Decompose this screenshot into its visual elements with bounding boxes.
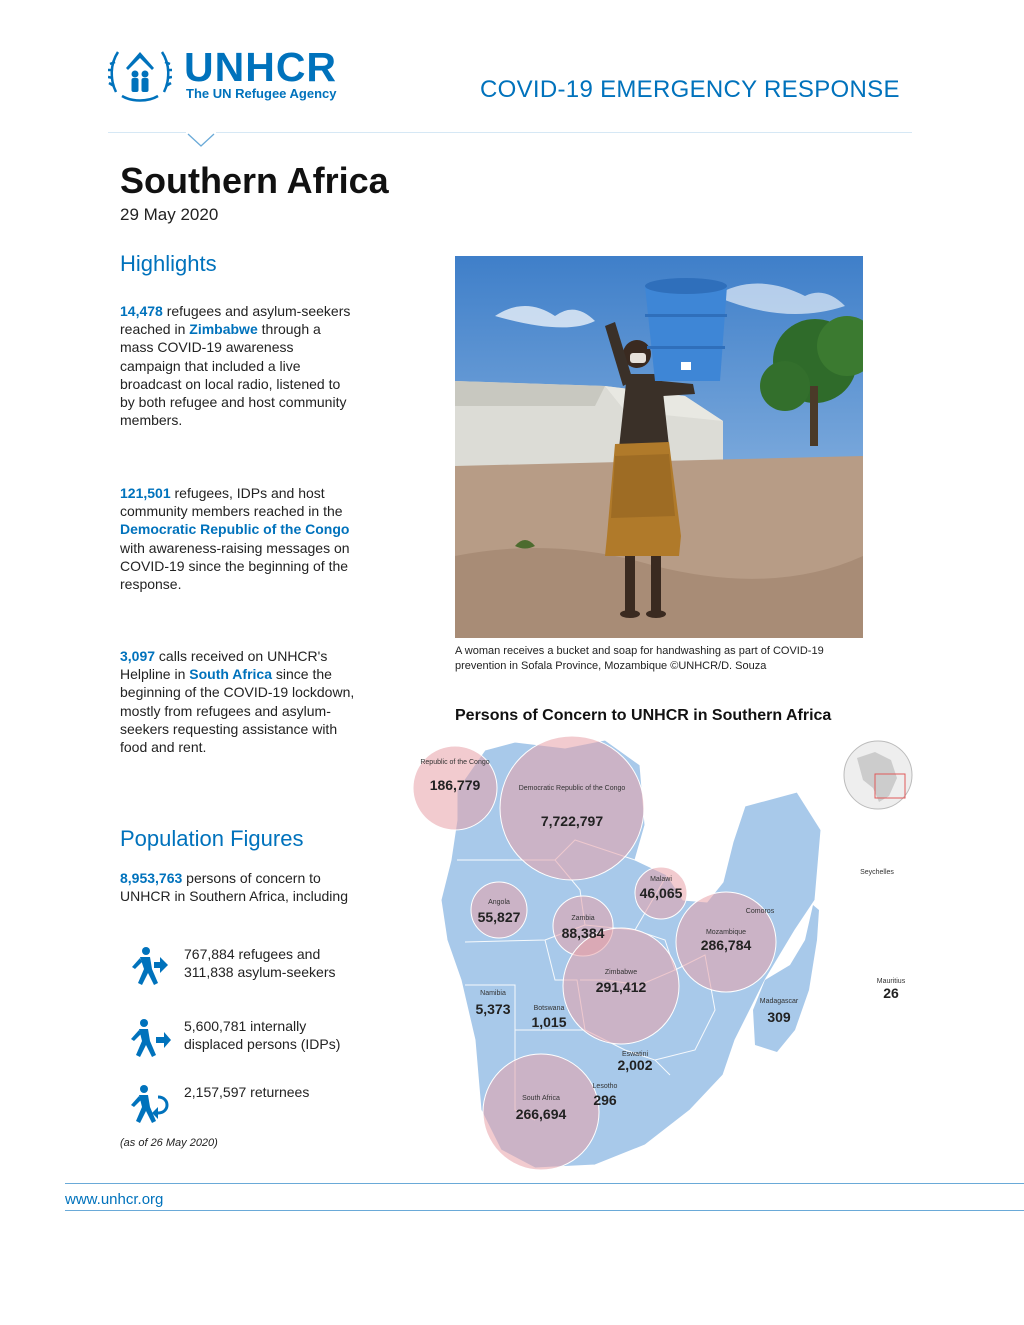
country-value-madagascar: 309 [767, 1009, 791, 1025]
highlight-number: 121,501 [120, 485, 171, 501]
header-title: COVID-19 EMERGENCY RESPONSE [480, 76, 900, 103]
country-label-republic-of-the-congo: Republic of the Congo [420, 759, 490, 766]
country-value-eswatini: 2,002 [617, 1057, 653, 1073]
population-note: (as of 26 May 2020) [120, 1137, 218, 1149]
highlight-text: with awareness-raising messages on COVID-19 since the beginning of the response. [120, 539, 350, 593]
chevron-down-icon [186, 128, 216, 148]
country-label-mozambique: Mozambique [705, 929, 747, 936]
highlight-place-link[interactable]: Zimbabwe [189, 321, 258, 338]
country-value-zimbabwe: 291,412 [595, 979, 647, 995]
unhcr-emblem-icon [108, 42, 172, 104]
highlight-text: refugees, IDPs and host community members reached in the [120, 485, 343, 520]
unhcr-logo [108, 42, 358, 104]
highlight-text: since the beginning of the COVID-19 lockdown, mostly from refugees and asylum-seekers requesting assistance with food and rent. [120, 666, 355, 756]
highlight-text: refugees and asylum-seekers reached in [120, 303, 351, 338]
header-divider [108, 132, 912, 133]
country-value-democratic-republic-of-the-congo: 7,722,797 [540, 813, 604, 829]
country-label-seychelles: Seychelles [860, 869, 894, 876]
country-value-republic-of-the-congo: 186,779 [429, 777, 481, 793]
photo-woman-with-bucket [455, 256, 863, 638]
population-row-text: 2,157,597 returnees [184, 1084, 310, 1100]
country-label-zambia: Zambia [571, 915, 595, 922]
highlight-number: 14,478 [120, 303, 163, 319]
country-value-angola: 55,827 [477, 909, 521, 925]
country-value-mauritius: 26 [883, 985, 899, 1001]
country-label-eswatini: Eswatini [621, 1051, 649, 1058]
bubble-democratic-republic-of-the-congo [500, 736, 644, 880]
logo-wordmark: UNHCR [184, 44, 338, 90]
country-value-south-africa: 266,694 [515, 1106, 567, 1122]
footer-divider-top [65, 1183, 1024, 1184]
country-value-namibia: 5,373 [475, 1001, 511, 1017]
highlight-place-link[interactable]: South Africa [189, 666, 272, 683]
page-title: Southern Africa [120, 160, 389, 201]
country-label-democratic-republic-of-the-congo: Democratic Republic of the Congo [518, 785, 626, 792]
country-label-botswana: Botswana [533, 1005, 565, 1012]
country-value-lesotho: 296 [593, 1092, 617, 1108]
refugee-icon [126, 945, 172, 987]
country-value-mozambique: 286,784 [700, 937, 752, 953]
map-title: Persons of Concern to UNHCR in Southern Africa [455, 707, 832, 724]
population-intro-text: persons of concern to UNHCR in Southern Africa, including [120, 870, 348, 905]
country-label-south-africa: South Africa [522, 1095, 560, 1102]
persons-of-concern-map [405, 730, 925, 1170]
highlight-item [120, 302, 355, 429]
footer-divider-bottom [65, 1210, 1024, 1211]
population-row-text: 767,884 refugees and 311,838 asylum-seekers [184, 946, 336, 980]
page-date: 29 May 2020 [120, 205, 219, 224]
country-value-zambia: 88,384 [561, 925, 605, 941]
country-label-malawi: Malawi [650, 876, 672, 883]
highlight-item [120, 484, 355, 593]
globe-inset-icon [844, 741, 912, 809]
country-label-madagascar: Madagascar [759, 998, 799, 1005]
country-label-comoros: Comoros [745, 908, 775, 915]
population-total: 8,953,763 [120, 870, 183, 886]
highlight-text: through a mass COVID-19 awareness campaign that included a live broadcast on local radio, listened to by both refugee and host community members. [120, 321, 347, 429]
highlight-item [120, 647, 355, 756]
country-label-namibia: Namibia [480, 990, 506, 997]
highlight-text: calls received on UNHCR's Helpline in [120, 648, 328, 683]
logo-subtitle: The UN Refugee Agency [186, 86, 337, 101]
country-label-angola: Angola [488, 899, 510, 906]
country-label-lesotho: Lesotho [592, 1083, 618, 1090]
country-label-zimbabwe: Zimbabwe [604, 969, 638, 976]
country-value-malawi: 46,065 [639, 885, 683, 901]
idp-icon [126, 1017, 172, 1059]
highlight-number: 3,097 [120, 648, 156, 664]
highlight-place-link[interactable]: Democratic Republic of the Congo [120, 521, 350, 538]
country-value-botswana: 1,015 [531, 1014, 567, 1030]
population-intro [120, 869, 360, 905]
footer-website-link[interactable]: www.unhcr.org [65, 1191, 164, 1208]
returnee-icon [126, 1083, 172, 1125]
population-heading: Population Figures [120, 826, 304, 851]
population-row-text: 5,600,781 internally displaced persons (IDPs) [184, 1018, 341, 1052]
country-label-mauritius: Mauritius [876, 978, 906, 985]
highlights-heading: Highlights [120, 251, 217, 276]
photo-caption: A woman receives a bucket and soap for handwashing as part of COVID-19 prevention in Sofala Province, Mozambique ©UNHCR/D. Souza [455, 645, 824, 672]
